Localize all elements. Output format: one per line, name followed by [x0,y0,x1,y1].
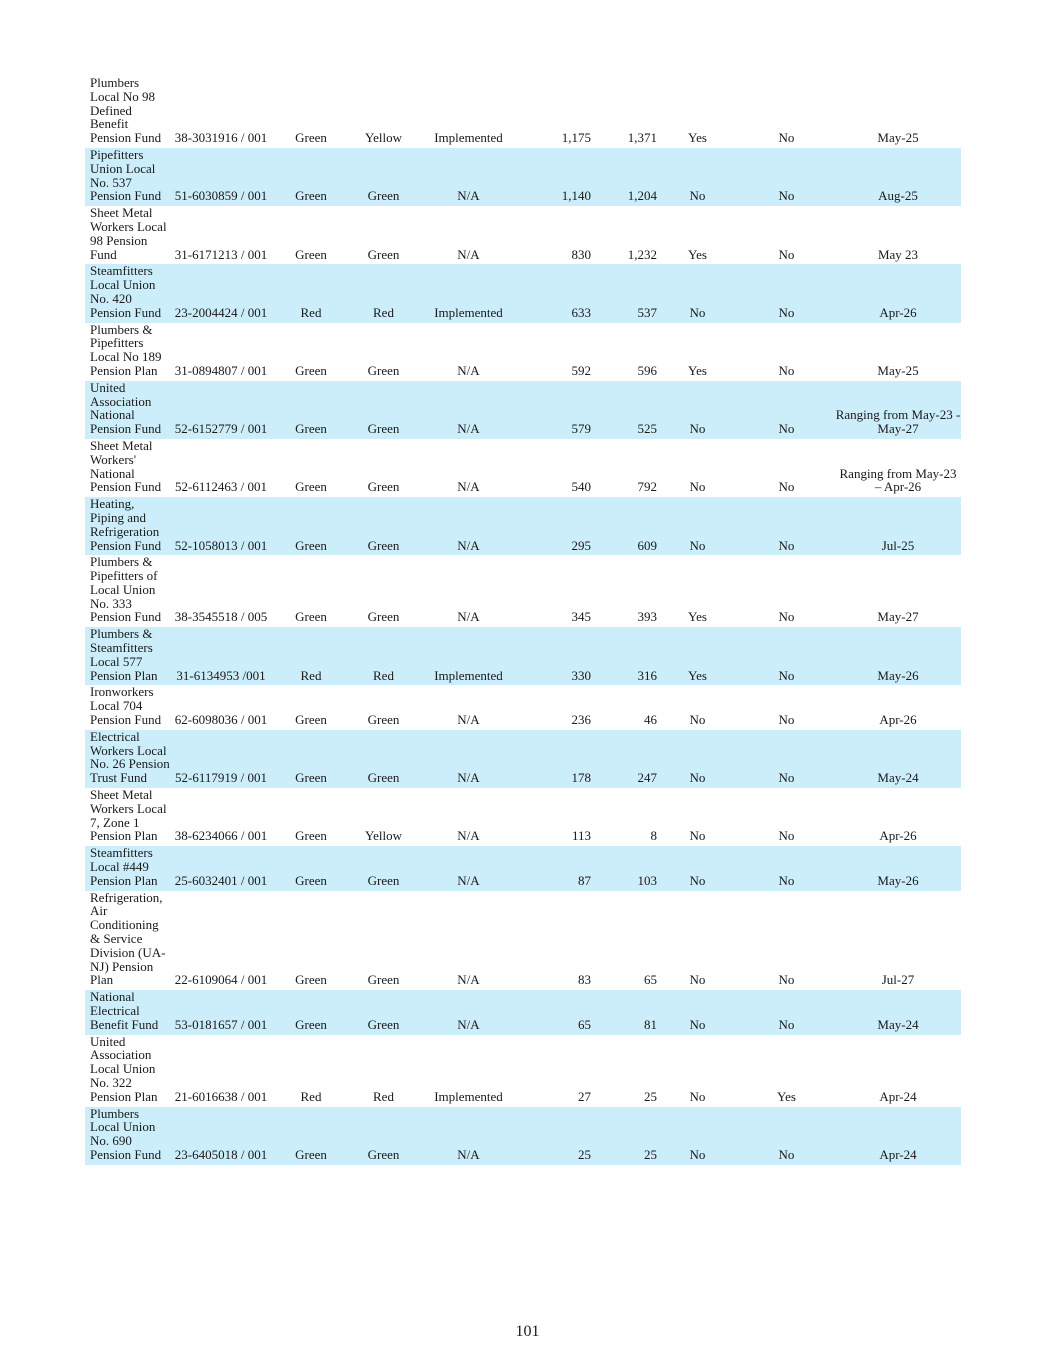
contribution-cell: 345 [571,609,591,625]
fund-name-cell: Pipefitters Union Local No. 537 Pension Fund [85,148,171,206]
contribution-cell: 540 [571,479,591,495]
contribution-cell: 592 [571,362,591,378]
zone-status-prior-cell: Green [351,730,416,788]
zone-status-prior-cell: Green [367,609,400,625]
fip-rp-status-cell: Implemented [434,1088,503,1104]
surcharge-cell: No [778,712,795,728]
fund-name-cell: Plumbers Local No 98 Defined Benefit Pension Fund [90,75,162,146]
expiration-date-cell: Jul-25 [835,497,961,555]
fund-name-cell: United Association Local Union No. 322 Pension Plan [90,1033,158,1104]
expiration-date-cell: Apr-24 [835,1107,961,1165]
expiration-date-cell: Jul-27 [881,972,915,988]
contribution-cell: 178 [521,730,591,788]
fund-name-cell: Steamfitters Local Union No. 420 Pension Fund [85,264,171,322]
zone-status-cell: Green [295,130,327,146]
fund-name-cell: Electrical Workers Local No. 26 Pension Trust Fund [85,730,171,788]
contribution-flag-cell: No [689,1088,706,1104]
contribution-flag-cell: Yes [657,627,738,685]
surcharge-cell: No [778,362,795,378]
ein-cell: 38-3031916 / 001 [174,130,268,146]
ein-cell: 22-6109064 / 001 [174,972,268,988]
fund-name-cell: National Electrical Benefit Fund [85,990,171,1034]
fip-rp-status-cell: Implemented [416,264,521,322]
ein-cell: 38-6234066 / 001 [174,828,268,844]
zone-status-cell: Green [295,972,327,988]
expiration-date-cell: Apr-26 [879,828,917,844]
table-body [85,76,961,1165]
surcharge-cell: No [738,1107,835,1165]
contribution-prior-cell: 103 [591,846,657,890]
table-row [85,788,961,846]
zone-status-cell: Green [295,479,327,495]
ein-cell: 23-2004424 / 001 [171,264,271,322]
surcharge-cell: No [738,990,835,1034]
zone-status-cell: Red [271,264,351,322]
ein-cell: 52-6152779 / 001 [171,381,271,439]
fund-name-cell: Sheet Metal Workers Local 7, Zone 1 Pension Plan [90,787,167,844]
surcharge-cell: No [738,730,835,788]
ein-cell: 38-3545518 / 005 [174,609,268,625]
zone-status-prior-cell: Yellow [365,828,402,844]
contribution-cell: 27 [578,1088,591,1104]
contribution-flag-cell: No [657,846,738,890]
ein-cell: 31-6134953 /001 [171,627,271,685]
contribution-prior-cell: 1,371 [627,130,657,146]
contribution-prior-cell: 792 [637,479,657,495]
table-row [85,264,961,322]
zone-status-cell: Green [271,730,351,788]
zone-status-cell: Green [271,148,351,206]
fip-rp-status-cell: Implemented [434,130,503,146]
contribution-flag-cell: No [657,990,738,1034]
zone-status-prior-cell: Green [351,990,416,1034]
fip-rp-status-cell: N/A [416,381,521,439]
contribution-flag-cell: No [657,264,738,322]
expiration-date-cell: Apr-24 [879,1088,917,1104]
table-row [85,685,961,729]
ein-cell: 52-6112463 / 001 [175,479,267,495]
fund-name-cell: Plumbers & Pipefitters of Local Union No. 333 Pension Fund [90,554,162,625]
table-row [85,990,961,1034]
contribution-cell: 113 [571,828,591,844]
fip-rp-status-cell: N/A [457,362,480,378]
ein-cell: 21-6016638 / 001 [174,1088,268,1104]
ein-cell: 62-6098036 / 001 [174,712,268,728]
contribution-prior-cell: 25 [591,1107,657,1165]
expiration-date-cell: Apr-26 [835,264,961,322]
contribution-prior-cell: 65 [644,972,657,988]
contribution-cell: 25 [521,1107,591,1165]
surcharge-cell: No [778,130,795,146]
fip-rp-status-cell: N/A [457,479,480,495]
expiration-date-cell: May-24 [835,990,961,1034]
contribution-cell: 236 [571,712,591,728]
fund-name-cell: Sheet Metal Workers Local 98 Pension Fund [90,205,167,262]
contribution-prior-cell: 247 [591,730,657,788]
zone-status-prior-cell: Green [351,497,416,555]
contribution-prior-cell: 8 [650,828,657,844]
contribution-flag-cell: No [657,148,738,206]
ein-cell: 52-6117919 / 001 [171,730,271,788]
surcharge-cell: Yes [777,1088,796,1104]
surcharge-cell: No [738,846,835,890]
fip-rp-status-cell: N/A [457,246,480,262]
table-row [85,76,961,148]
surcharge-cell: No [778,972,795,988]
zone-status-cell: Green [295,246,327,262]
contribution-cell: 330 [521,627,591,685]
fund-name-cell: Heating, Piping and Refrigeration Pension Fund [85,497,171,555]
fund-name-cell: Sheet Metal Workers' National Pension Fund [90,437,162,495]
zone-status-prior-cell: Green [351,148,416,206]
table-row [85,381,961,439]
surcharge-cell: No [738,381,835,439]
table-row [85,148,961,206]
contribution-prior-cell: 596 [637,362,657,378]
zone-status-prior-cell: Green [351,1107,416,1165]
table-row [85,846,961,890]
expiration-date-cell: Apr-26 [879,712,917,728]
fip-rp-status-cell: Implemented [416,627,521,685]
zone-status-prior-cell: Yellow [365,130,402,146]
zone-status-cell: Green [271,990,351,1034]
table-row [85,891,961,991]
zone-status-prior-cell: Green [367,712,400,728]
surcharge-cell: No [778,828,795,844]
ein-cell: 25-6032401 / 001 [171,846,271,890]
zone-status-cell: Green [271,846,351,890]
contribution-prior-cell: 393 [637,609,657,625]
surcharge-cell: No [778,246,795,262]
surcharge-cell: No [738,627,835,685]
zone-status-cell: Green [295,609,327,625]
fund-name-cell: Plumbers & Steamfitters Local 577 Pension Plan [85,627,171,685]
surcharge-cell: No [778,479,795,495]
zone-status-prior-cell: Green [367,246,400,262]
expiration-date-cell: Ranging from May-23 – Apr-26 [839,465,957,495]
expiration-date-cell: Aug-25 [835,148,961,206]
fund-name-cell: Plumbers & Pipefitters Local No 189 Pension Plan [90,321,162,378]
zone-status-prior-cell: Green [367,479,400,495]
zone-status-cell: Red [271,627,351,685]
expiration-date-cell: May-27 [877,609,919,625]
contribution-prior-cell: 46 [644,712,657,728]
table-row [85,1035,961,1107]
zone-status-prior-cell: Green [367,972,400,988]
table-row [85,206,961,264]
expiration-date-cell: May 23 [877,246,919,262]
fip-rp-status-cell: N/A [457,828,480,844]
contribution-prior-cell: 537 [591,264,657,322]
contribution-flag-cell: No [689,479,706,495]
expiration-date-cell: May-26 [835,627,961,685]
ein-cell: 23-6405018 / 001 [171,1107,271,1165]
fund-name-cell: Refrigeration, Air Conditioning & Service Division (UA-NJ) Pension Plan [90,889,166,988]
zone-status-cell: Green [271,497,351,555]
fip-rp-status-cell: N/A [416,990,521,1034]
fip-rp-status-cell: N/A [416,846,521,890]
contribution-flag-cell: No [689,972,706,988]
table-row [85,323,961,381]
page-number: 101 [515,1323,540,1340]
contribution-flag-cell: No [657,730,738,788]
fip-rp-status-cell: N/A [416,148,521,206]
contribution-cell: 83 [578,972,591,988]
zone-status-prior-cell: Red [373,1088,394,1104]
ein-cell: 31-0894807 / 001 [174,362,268,378]
contribution-cell: 1,140 [521,148,591,206]
contribution-flag-cell: Yes [688,609,707,625]
contribution-flag-cell: Yes [688,130,707,146]
zone-status-cell: Green [295,828,327,844]
expiration-date-cell: May-25 [877,362,919,378]
fund-name-cell: United Association National Pension Fund [85,381,171,439]
contribution-cell: 295 [521,497,591,555]
contribution-prior-cell: 316 [591,627,657,685]
expiration-date-cell: May-25 [877,130,919,146]
table-row [85,627,961,685]
zone-status-cell: Green [271,1107,351,1165]
fip-rp-status-cell: N/A [457,609,480,625]
fund-name-cell: Ironworkers Local 704 Pension Fund [90,684,162,728]
fip-rp-status-cell: N/A [416,497,521,555]
ein-cell: 51-6030859 / 001 [171,148,271,206]
zone-status-cell: Green [271,381,351,439]
pension-fund-table [85,76,961,1165]
contribution-cell: 579 [521,381,591,439]
contribution-flag-cell: No [689,828,706,844]
fip-rp-status-cell: N/A [416,730,521,788]
contribution-prior-cell: 609 [591,497,657,555]
table-row [85,497,961,555]
zone-status-prior-cell: Red [351,627,416,685]
expiration-date-cell: May-26 [835,846,961,890]
contribution-prior-cell: 525 [591,381,657,439]
zone-status-prior-cell: Green [367,362,400,378]
surcharge-cell: No [738,148,835,206]
fip-rp-status-cell: N/A [457,712,480,728]
contribution-prior-cell: 1,204 [591,148,657,206]
zone-status-cell: Green [295,712,327,728]
contribution-flag-cell: No [657,381,738,439]
zone-status-cell: Green [295,362,327,378]
surcharge-cell: No [738,497,835,555]
table-row [85,730,961,788]
contribution-flag-cell: No [657,1107,738,1165]
contribution-prior-cell: 81 [591,990,657,1034]
contribution-flag-cell: No [657,497,738,555]
contribution-prior-cell: 25 [644,1088,657,1104]
zone-status-prior-cell: Red [351,264,416,322]
ein-cell: 52-1058013 / 001 [171,497,271,555]
contribution-cell: 1,175 [561,130,591,146]
contribution-prior-cell: 1,232 [627,246,657,262]
fund-name-cell: Plumbers Local Union No. 690 Pension Fund [85,1107,171,1165]
contribution-flag-cell: No [689,712,706,728]
ein-cell: 53-0181657 / 001 [171,990,271,1034]
contribution-flag-cell: Yes [688,246,707,262]
zone-status-cell: Red [300,1088,322,1104]
zone-status-prior-cell: Green [351,381,416,439]
contribution-cell: 633 [521,264,591,322]
fip-rp-status-cell: N/A [457,972,480,988]
contribution-cell: 65 [521,990,591,1034]
table-row [85,439,961,497]
table-row [85,555,961,627]
fip-rp-status-cell: N/A [416,1107,521,1165]
expiration-date-cell: Ranging from May-23 - May-27 [835,381,961,439]
surcharge-cell: No [738,264,835,322]
contribution-cell: 87 [521,846,591,890]
zone-status-prior-cell: Green [351,846,416,890]
contribution-cell: 830 [571,246,591,262]
surcharge-cell: No [778,609,795,625]
contribution-flag-cell: Yes [688,362,707,378]
fund-name-cell: Steamfitters Local #449 Pension Plan [85,846,171,890]
ein-cell: 31-6171213 / 001 [174,246,268,262]
expiration-date-cell: May-24 [835,730,961,788]
table-row [85,1107,961,1165]
